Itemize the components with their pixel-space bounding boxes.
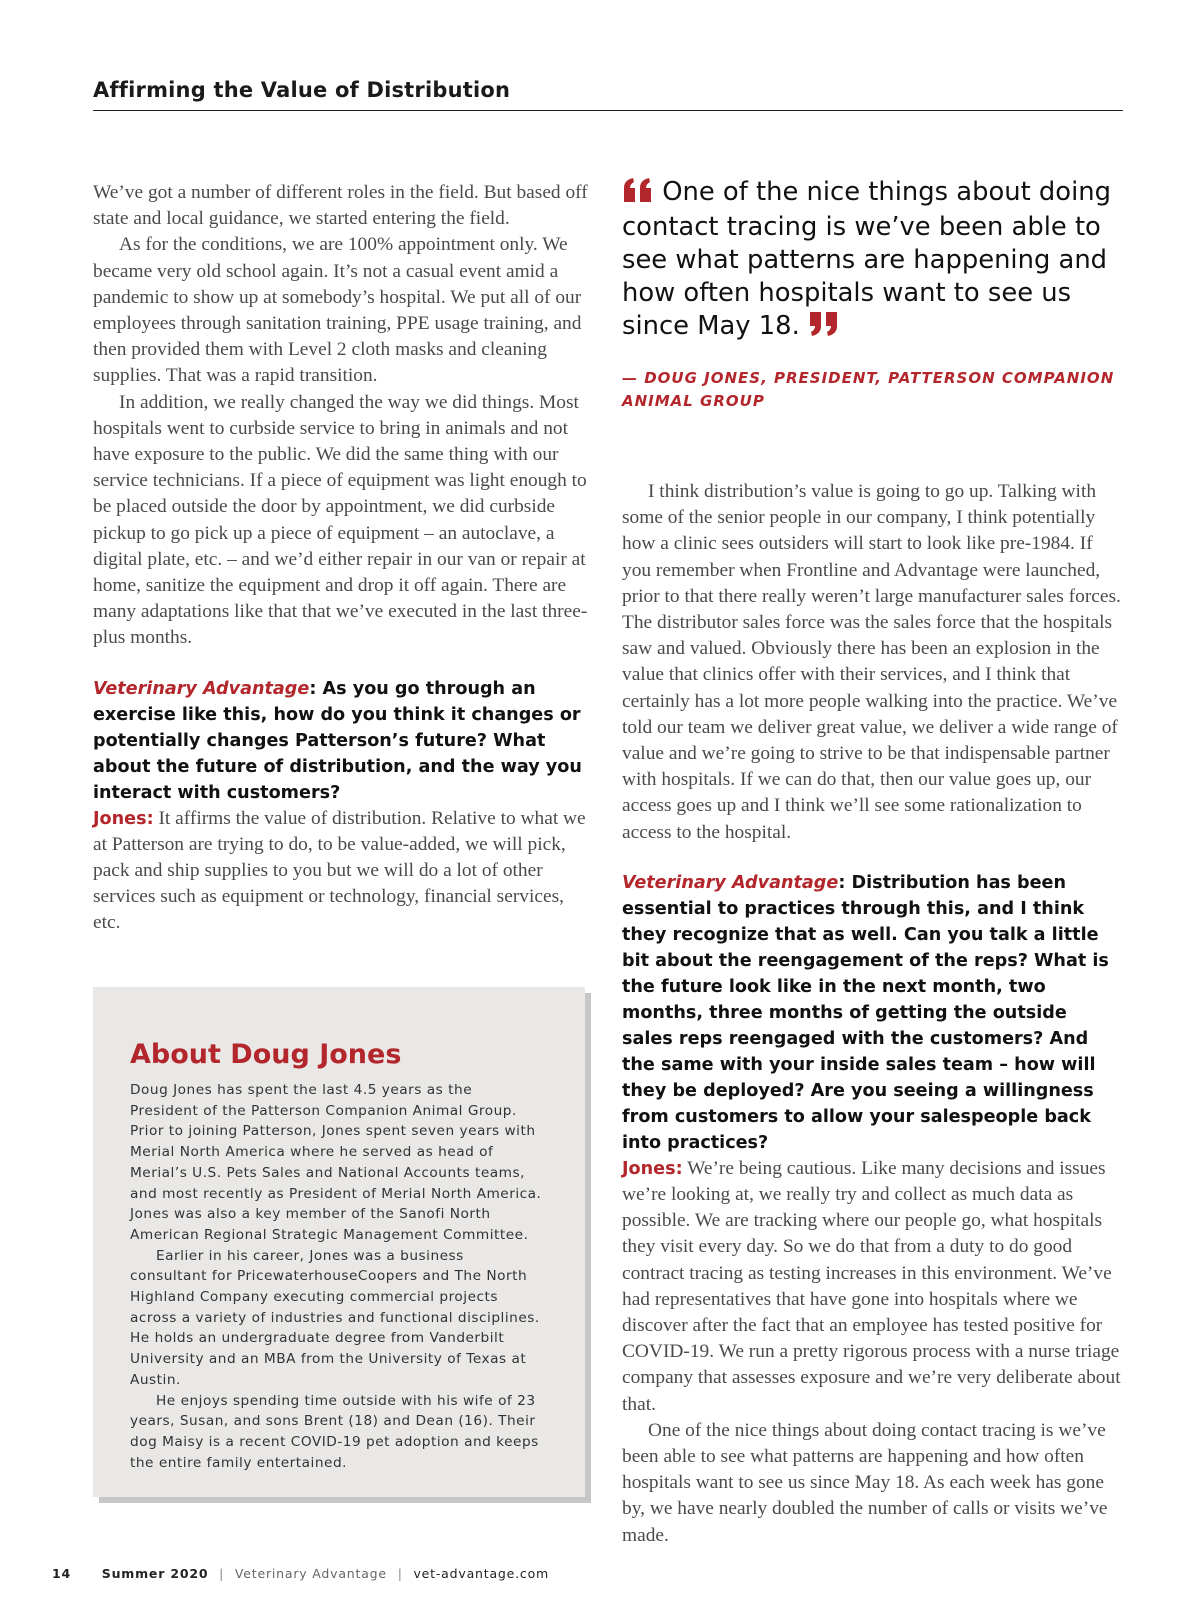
respondent-label: Jones: <box>622 1158 683 1179</box>
question-text: Distribution has been essential to practices through this, and I think they recognize that as well. Can you talk a little bit about the reengagement of the reps? What is the future look like in the next month, two months, three months of getting the outside sales reps reengaged with the customers? And the same with your inside sales team – how will they be deployed? Are you seeing a willingness from customers to allow your salespeople back into practices? <box>622 872 1109 1153</box>
close-quote-icon <box>808 312 840 345</box>
right-column <box>622 176 1122 1549</box>
body-paragraph: As for the conditions, we are 100% appointment only. We became very old school again. It’s not a casual event amid a pandemic to show up at somebody’s hospital. We put all of our employees through sanitation training, PPE usage training, and then provided them with Level 2 cloth masks and cleaning supplies. That was a rapid transition. <box>93 234 582 387</box>
body-paragraph: In addition, we really changed the way we did things. Most hospitals went to curbside service to bring in animals and not have exposure to the public. We did the same thing with our service technicians. If a piece of equipment was light enough to be placed outside the door by appointment, we did curbside pickup to go pick up a piece of equipment – an autoclave, a digital plate, etc. – and we’d either repair in our van or repair at home, sanitize the equipment and drop it off again. There are many adaptations like that that we’ve executed in the last three-plus months. <box>93 391 588 649</box>
open-quote-icon <box>622 178 654 211</box>
interview-answer <box>622 1156 1122 1418</box>
bio-box <box>93 987 585 1497</box>
interview-answer <box>93 806 589 937</box>
answer-text: It affirms the value of distribution. Relative to what we at Patterson are trying to do, to be value-added, we will pick, pack and ship supplies to you but we will do a lot of other services such as equipment or technology, financial services, etc. <box>93 807 586 934</box>
interview-question: Veterinary Advantage: As you go through an exercise like this, how do you think it changes or potentially changes Patterson’s future? What about the future of distribution, and the way you interact with customers? <box>93 678 582 803</box>
separator: | <box>219 1566 225 1581</box>
separator: | <box>397 1566 403 1581</box>
page-footer <box>52 1566 549 1581</box>
bio-paragraph: He enjoys spending time outside with his wife of 23 years, Susan, and sons Brent (18) and Dean (16). Their dog Maisy is a recent COVID-19 pet adoption and keeps the entire family entertained. <box>130 1392 539 1471</box>
page-header <box>93 78 1123 111</box>
body-paragraph: We’ve got a number of different roles in the field. But based off state and local guidance, we started entering the field. <box>93 182 588 230</box>
answer-text: We’re being cautious. Like many decisions and issues we’re looking at, we really try and collect as much data as possible. We are tracking where our people go, what hospitals they visit every day. So we do that from a duty to do good contract tracing as testing increases in this environment. We’ve had representatives that have gone into hospitals where we discover after the fact that an employee has tested positive for COVID-19. We run a pretty rigorous process with a nurse triage company that assesses exposure and we’re very deliberate about that. <box>622 1157 1121 1415</box>
pull-quote <box>622 176 1122 413</box>
interview-question: Veterinary Advantage: Distribution has been essential to practices through this, and I think they recognize that as well. Can you talk a little bit about the reengagement of the reps? What is the future look like in the next month, two months, three months of getting the outside sales reps reengaged with the customers? And the same with your inside sales team – how will they be deployed? Are you seeing a willingness from customers to allow your salespeople back into practices? <box>622 872 1109 1153</box>
bio-paragraph: Doug Jones has spent the last 4.5 years as the President of the Patterson Companion Animal Group. Prior to joining Patterson, Jones spent seven years with Merial North America where he served as head of Merial’s U.S. Pets Sales and National Accounts teams, and most recently as President of Merial North America. Jones was also a key member of the Sanofi North American Regional Strategic Management Committee. <box>130 1082 542 1243</box>
interviewer-label: Veterinary Advantage <box>622 872 839 893</box>
pull-quote-text: One of the nice things about doing contact tracing is we’ve been able to see what patterns are happening and how often hospitals want to see us since May 18. <box>622 177 1111 341</box>
left-column <box>93 180 589 937</box>
publication-name: Veterinary Advantage <box>234 1566 387 1581</box>
issue-label: Summer 2020 <box>101 1566 209 1581</box>
bio-paragraph: Earlier in his career, Jones was a business consultant for PricewaterhouseCoopers and The North Highland Company executing commercial projects across a variety of industries and functional disciplines. He holds an undergraduate degree from Vanderbilt University and an MBA from the University of Texas at Austin. <box>130 1247 540 1388</box>
question-text: As you go through an exercise like this, how do you think it changes or potentially changes Patterson’s future? What about the future of distribution, and the way you interact with customers? <box>93 678 582 803</box>
page-number: 14 <box>52 1566 71 1581</box>
section-title: Affirming the Value of Distribution <box>93 78 511 102</box>
interviewer-label: Veterinary Advantage <box>93 678 310 699</box>
bio-title: About Doug Jones <box>130 1039 402 1070</box>
pull-quote-attribution: — DOUG JONES, PRESIDENT, PATTERSON COMPANION ANIMAL GROUP <box>622 369 1115 410</box>
body-paragraph: I think distribution’s value is going to go up. Talking with some of the senior people in our company, I think potentially how a clinic sees outsiders will start to look like pre-1984. If you remember when Frontline and Advantage were launched, prior to that there really weren’t large manufacturer sales forces. The distributor sales force was the sales force that the hospitals saw and valued. Obviously there has been an explosion in the value that clinics offer with their services, and I think that certainly has a lot more people walking into the practice. We’ve told our team we deliver great value, we deliver a wide range of value and we’re going to strive to be that indispensable partner with hospitals. If we can do that, then our value goes up, our access goes up and I think we’ll see some rationalization to access to the hospital. <box>622 481 1121 843</box>
body-paragraph: One of the nice things about doing contact tracing is we’ve been able to see what patterns are happening and how often hospitals want to see us since May 18. As each week has gone by, we have nearly doubled the number of calls or visits we’ve made. <box>622 1419 1108 1546</box>
website-url: vet-advantage.com <box>413 1566 550 1581</box>
respondent-label: Jones: <box>93 808 154 829</box>
